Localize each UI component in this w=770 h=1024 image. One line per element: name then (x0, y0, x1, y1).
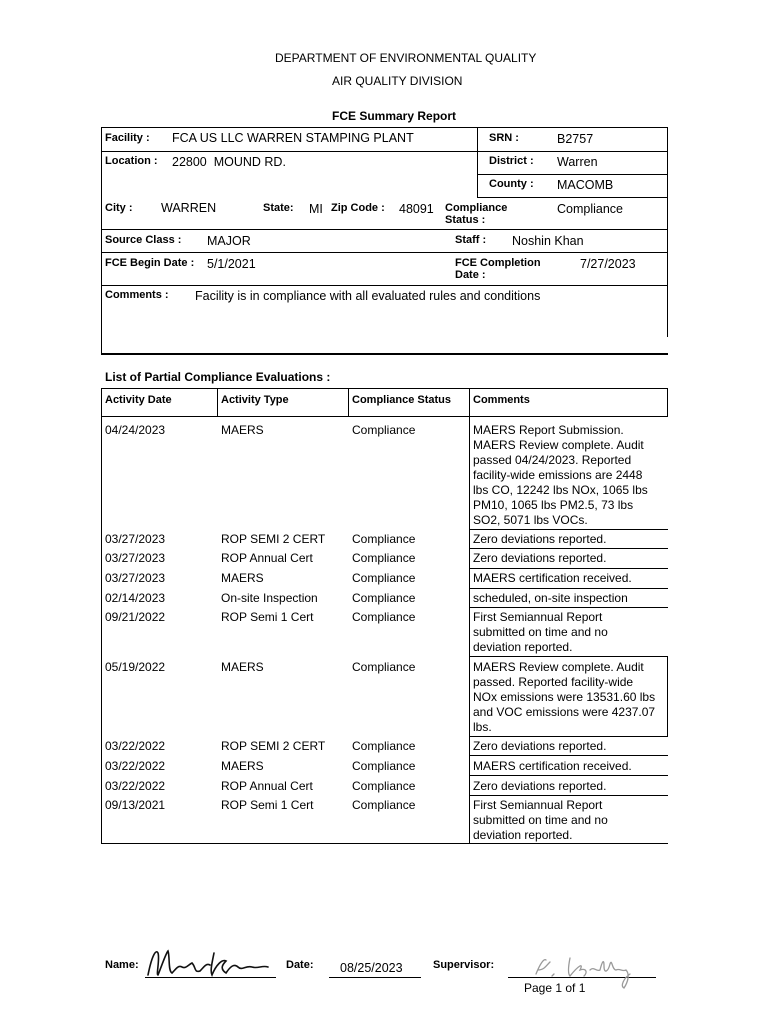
comment-line: Zero deviations reported. (473, 532, 607, 546)
activity-type-cell: MAERS (221, 571, 264, 585)
activity-type-cell: MAERS (221, 660, 264, 674)
activity-type-cell: ROP SEMI 2 CERT (221, 532, 326, 546)
comment-line: submitted on time and no (473, 625, 608, 639)
state-value: MI (309, 202, 323, 216)
compliance-status-cell: Compliance (352, 610, 416, 624)
comment-line: MAERS Review complete. Audit (473, 660, 644, 674)
comment-line: MAERS certification received. (473, 759, 632, 773)
comment-line: Zero deviations reported. (473, 739, 607, 753)
comment-line: MAERS Report Submission. (473, 423, 624, 437)
fce-begin-label: FCE Begin Date : (105, 257, 195, 269)
staff-label: Staff : (455, 234, 487, 246)
comments-value: Facility is in compliance with all evaluated rules and conditions (195, 289, 541, 303)
city-value: WARREN (161, 201, 217, 215)
activity-date-cell: 03/22/2022 (105, 779, 166, 793)
activity-type-cell: ROP Annual Cert (221, 551, 313, 565)
comment-line: deviation reported. (473, 640, 573, 654)
compliance-status-cell: Compliance (352, 660, 416, 674)
comment-line: Zero deviations reported. (473, 779, 607, 793)
pce-title: List of Partial Compliance Evaluations : (105, 370, 331, 384)
comment-line: MAERS Review complete. Audit (473, 438, 644, 452)
comment-line: deviation reported. (473, 828, 573, 842)
activity-date-cell: 03/22/2022 (105, 759, 166, 773)
zip-value: 48091 (399, 202, 434, 216)
comment-row-divider (469, 755, 668, 756)
comment-line: submitted on time and no (473, 813, 608, 827)
source-class-value: MAJOR (207, 234, 251, 248)
fce-completion-value: 7/27/2023 (580, 257, 636, 271)
comment-line: PM10, 1065 lbs PM2.5, 73 lbs (473, 498, 634, 512)
date-line (329, 977, 421, 978)
facility-name: FCA US LLC WARREN STAMPING PLANT (172, 131, 414, 145)
comment-row-divider (469, 548, 668, 549)
comment-line: scheduled, on-site inspection (473, 591, 628, 605)
comment-line: Zero deviations reported. (473, 551, 607, 565)
activity-type-cell: ROP Annual Cert (221, 779, 313, 793)
activity-date-cell: 05/19/2022 (105, 660, 166, 674)
zip-label: Zip Code : (331, 202, 385, 214)
compliance-status-cell: Compliance (352, 779, 416, 793)
comment-row-divider (469, 775, 668, 776)
column-header-activity-type: Activity Type (221, 394, 289, 406)
column-header-activity-date: Activity Date (105, 394, 172, 406)
report-title: FCE Summary Report (332, 109, 457, 123)
location-label: Location : (105, 155, 158, 167)
date-value: 08/25/2023 (340, 961, 403, 975)
comments-label: Comments : (105, 289, 169, 301)
district-label: District : (489, 155, 534, 167)
compliance-status-cell: Compliance (352, 532, 416, 546)
column-header-compliance-status: Compliance Status (352, 394, 452, 406)
county-value: MACOMB (557, 178, 614, 192)
compliance-status-cell: Compliance (352, 551, 416, 565)
compliance-status-cell: Compliance (352, 798, 416, 812)
comment-line: and VOC emissions were 4237.07 (473, 705, 656, 719)
activity-type-cell: On-site Inspection (221, 591, 318, 605)
activity-date-cell: 09/13/2021 (105, 798, 166, 812)
comment-row-divider (469, 529, 668, 530)
state-label: State: (263, 202, 294, 214)
activity-date-cell: 03/27/2023 (105, 551, 166, 565)
compliance-status-cell: Compliance (352, 591, 416, 605)
comment-line: NOx emissions were 13531.60 lbs (473, 690, 656, 704)
facility-label: Facility : (105, 132, 150, 144)
activity-date-cell: 04/24/2023 (105, 423, 166, 437)
city-label: City : (105, 202, 133, 214)
activity-type-cell: MAERS (221, 759, 264, 773)
srn-value: B2757 (557, 132, 594, 146)
comment-line: facility-wide emissions are 2448 (473, 468, 643, 482)
compliance-status-cell: Compliance (352, 423, 416, 437)
activity-date-cell: 03/27/2023 (105, 532, 166, 546)
comment-row-divider (469, 795, 668, 796)
source-class-label: Source Class : (105, 234, 182, 246)
compliance-status-value: Compliance (557, 202, 624, 216)
compliance-status-label-1: Compliance (445, 202, 508, 214)
comment-row-divider (469, 568, 668, 569)
srn-label: SRN : (489, 132, 519, 144)
compliance-status-cell: Compliance (352, 759, 416, 773)
page-number: Page 1 of 1 (524, 981, 586, 995)
staff-signature (144, 945, 274, 986)
compliance-status-cell: Compliance (352, 571, 416, 585)
fce-begin-value: 5/1/2021 (207, 257, 256, 271)
activity-type-cell: ROP Semi 1 Cert (221, 798, 314, 812)
comment-line: lbs. (473, 720, 492, 734)
comment-line: passed. Reported facility-wide (473, 675, 634, 689)
department-heading: DEPARTMENT OF ENVIRONMENTAL QUALITY (275, 51, 537, 65)
division-heading: AIR QUALITY DIVISION (332, 74, 463, 88)
comment-line: First Semiannual Report (473, 610, 603, 624)
name-label: Name: (105, 959, 139, 971)
staff-value: Noshin Khan (512, 234, 584, 248)
location-value: 22800 MOUND RD. (172, 155, 286, 169)
activity-date-cell: 09/21/2022 (105, 610, 166, 624)
comment-row-divider (469, 656, 668, 657)
compliance-status-label-2: Status : (445, 214, 486, 226)
district-value: Warren (557, 155, 598, 169)
activity-date-cell: 03/22/2022 (105, 739, 166, 753)
compliance-status-cell: Compliance (352, 739, 416, 753)
comment-line: First Semiannual Report (473, 798, 603, 812)
comment-row-divider (469, 736, 668, 737)
comment-line: lbs CO, 12242 lbs NOx, 1065 lbs (473, 483, 648, 497)
activity-type-cell: MAERS (221, 423, 264, 437)
comment-line: SO2, 5071 lbs VOCs. (473, 513, 588, 527)
comment-row-divider (469, 588, 668, 589)
activity-type-cell: ROP SEMI 2 CERT (221, 739, 326, 753)
date-label: Date: (286, 959, 314, 971)
activity-type-cell: ROP Semi 1 Cert (221, 610, 314, 624)
column-header-comments: Comments (473, 394, 530, 406)
activity-date-cell: 03/27/2023 (105, 571, 166, 585)
county-label: County : (489, 178, 534, 190)
comment-row-divider (469, 607, 668, 608)
activity-date-cell: 02/14/2023 (105, 591, 166, 605)
fce-completion-label-1: FCE Completion (455, 257, 541, 269)
comment-line: passed 04/24/2023. Reported (473, 453, 632, 467)
supervisor-label: Supervisor: (433, 959, 495, 971)
fce-completion-label-2: Date : (455, 269, 486, 281)
comment-line: MAERS certification received. (473, 571, 632, 585)
